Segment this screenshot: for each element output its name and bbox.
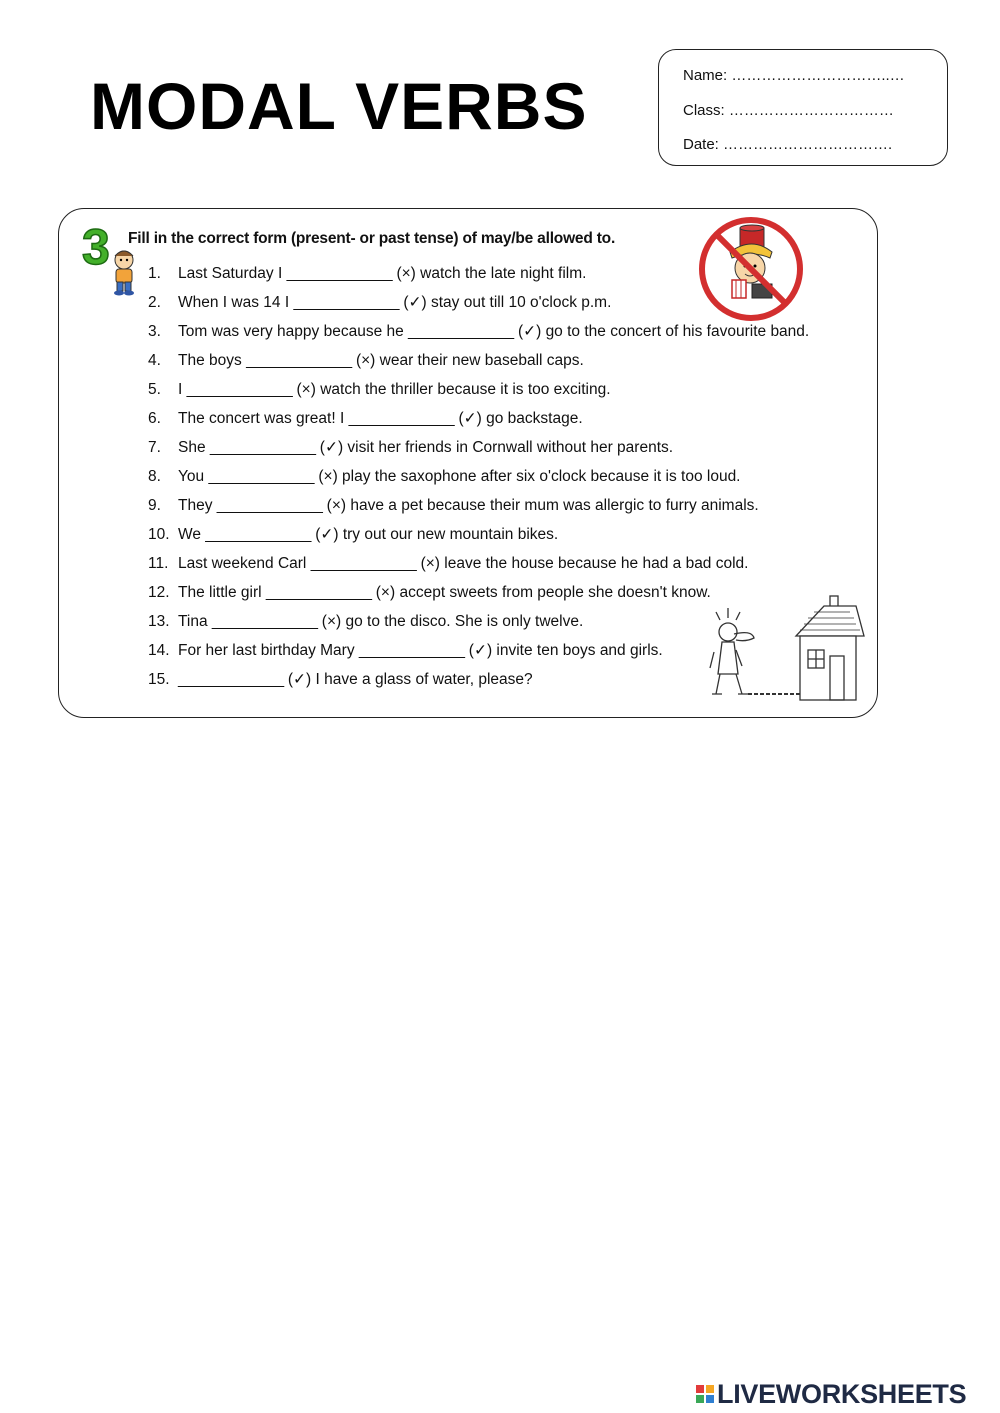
- answer-blank[interactable]: _____________: [310, 555, 417, 572]
- answer-blank[interactable]: _____________: [293, 294, 400, 311]
- answer-blank[interactable]: _____________: [265, 584, 372, 601]
- answer-blank[interactable]: _____________: [216, 497, 323, 514]
- chained-to-house-icon: [708, 582, 868, 706]
- mark: (✓): [403, 294, 427, 311]
- worksheet-title: MODAL VERBS: [90, 69, 588, 143]
- answer-blank[interactable]: _____________: [209, 439, 316, 456]
- mark: (✓): [517, 323, 542, 340]
- date-field[interactable]: Date: …………………………….: [683, 136, 893, 153]
- answer-blank[interactable]: _____________: [358, 642, 465, 659]
- list-item: 8. You _____________ (×) play the saxophone after six o'clock because it is too loud.: [148, 468, 741, 485]
- class-field[interactable]: Class: ……………………………: [683, 102, 894, 119]
- list-item: 4. The boys _____________ (×) wear their new baseball caps.: [148, 352, 584, 369]
- mark: (✓): [458, 410, 482, 427]
- name-field[interactable]: Name: …………………………..…: [683, 67, 905, 84]
- mark: (✓): [468, 642, 493, 659]
- list-item: 12. The little girl _____________ (×) accept sweets from people she doesn't know.: [148, 584, 711, 601]
- mark: (×): [318, 468, 338, 485]
- list-item: 11. Last weekend Carl _____________ (×) leave the house because he had a bad cold.: [148, 555, 749, 572]
- list-item: 9. They _____________ (×) have a pet because their mum was allergic to furry animals.: [148, 497, 759, 514]
- logo-text: LIVEWORKSHEETS: [717, 1378, 967, 1409]
- logo-blocks-icon: [696, 1385, 714, 1403]
- answer-blank[interactable]: _____________: [178, 671, 284, 688]
- answer-blank[interactable]: _____________: [211, 613, 318, 630]
- mark: (×): [296, 381, 316, 398]
- mark: (×): [420, 555, 440, 572]
- list-item: 13. Tina _____________ (×) go to the disco. She is only twelve.: [148, 613, 584, 630]
- answer-blank[interactable]: _____________: [286, 265, 393, 282]
- mark: (✓): [287, 671, 312, 688]
- mark: (✓): [315, 526, 339, 543]
- answer-blank[interactable]: _____________: [208, 468, 315, 485]
- exercise-number-icon: [80, 216, 144, 296]
- exercise-number: 3: [82, 219, 110, 275]
- exercise-instruction: Fill in the correct form (present- or past tense) of may/be allowed to.: [128, 230, 616, 247]
- mark: (×): [326, 497, 347, 514]
- answer-blank[interactable]: _____________: [348, 410, 455, 427]
- list-item: 2. When I was 14 I _____________ (✓) stay out till 10 o'clock p.m.: [148, 294, 612, 311]
- liveworksheets-logo[interactable]: [696, 1378, 966, 1410]
- answer-blank[interactable]: _____________: [205, 526, 311, 543]
- mark: (×): [355, 352, 376, 369]
- list-item: 3. Tom was very happy because he _____________ (✓) go to the concert of his favourite band.: [148, 323, 810, 340]
- no-entry-cinema-icon: [696, 214, 806, 324]
- list-item: 1. Last Saturday I _____________ (×) watch the late night film.: [148, 265, 587, 282]
- answer-blank[interactable]: _____________: [186, 381, 293, 398]
- list-item: 10. We _____________ (✓) try out our new mountain bikes.: [148, 526, 559, 543]
- mark: (×): [375, 584, 396, 601]
- list-item: 15. _____________ (✓) I have a glass of water, please?: [148, 671, 533, 688]
- list-item: 6. The concert was great! I _____________ (✓) go backstage.: [148, 410, 583, 427]
- mark: (×): [396, 265, 416, 282]
- list-item: 14. For her last birthday Mary _____________ (✓) invite ten boys and girls.: [148, 642, 663, 659]
- student-info-box: [658, 49, 948, 166]
- answer-blank[interactable]: _____________: [246, 352, 352, 369]
- answer-blank[interactable]: _____________: [408, 323, 514, 340]
- list-item: 7. She _____________ (✓) visit her friends in Cornwall without her parents.: [148, 439, 674, 456]
- mark: (×): [321, 613, 342, 630]
- list-item: 5. I _____________ (×) watch the thriller because it is too exciting.: [148, 381, 611, 398]
- mark: (✓): [319, 439, 344, 456]
